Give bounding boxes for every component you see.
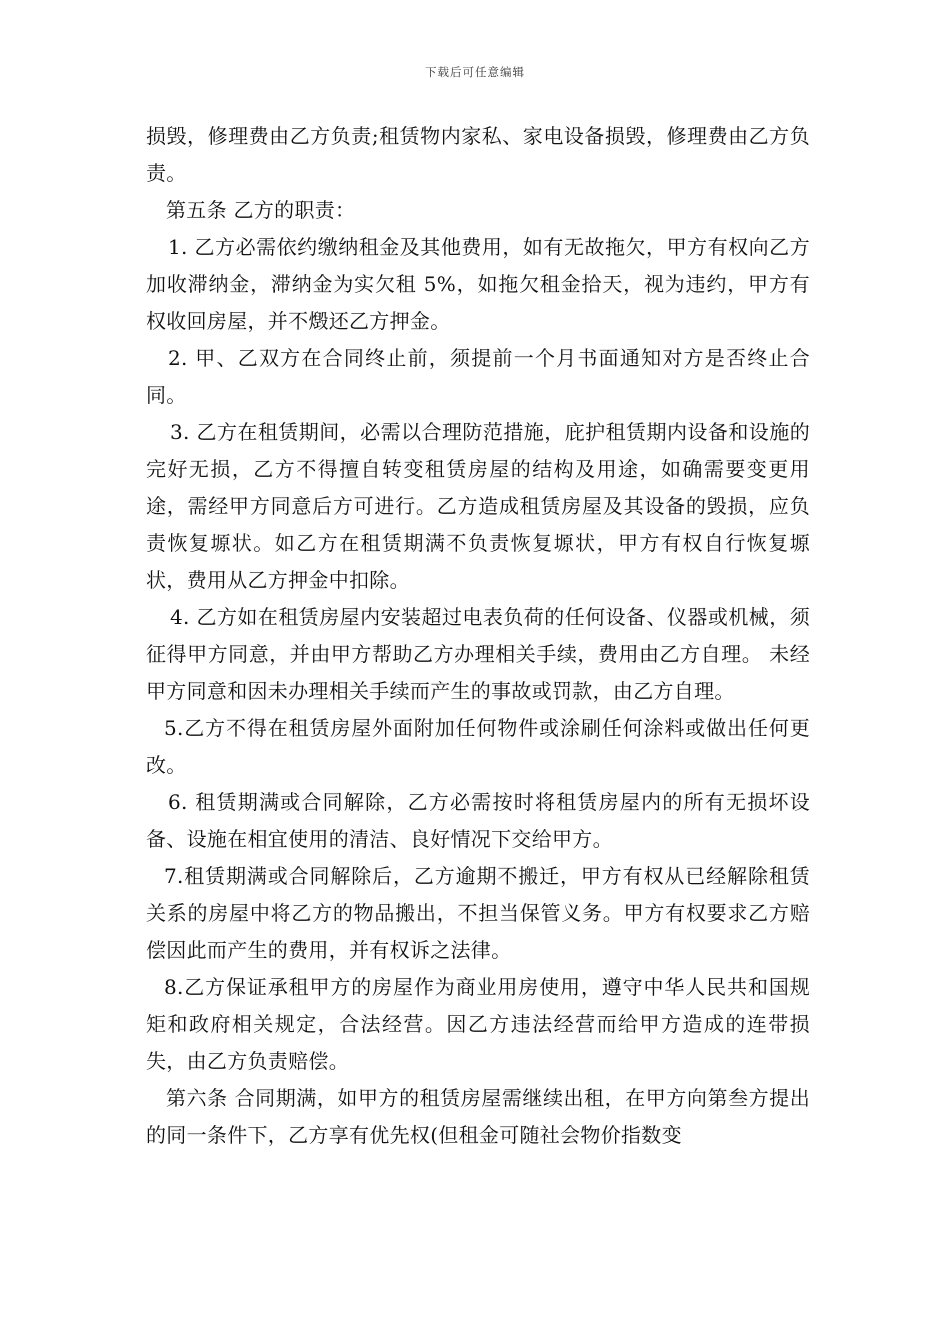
clause-5-item-2: 2. 甲、乙双方在合同终止前，须提前一个月书面通知对方是否终止合同。 xyxy=(146,346,810,407)
clause-5-item-1: 1. 乙方必需依约缴纳租金及其他费用，如有无故拖欠，甲方有权向乙方加收滞纳金，滞纳金为实欠租 5%，如拖欠租金拾天，视为违约，甲方有权收回房屋，并不燬还乙方押金。 xyxy=(146,235,810,333)
clause-5-item-6: 6. 租赁期满或合同解除，乙方必需按时将租赁房屋内的所有无损坏设备、设施在相宜使用的清洁、良好情况下交给甲方。 xyxy=(146,790,810,851)
paragraph-clause-4-end: 损毁，修理费由乙方负责;租赁物内家私、家电设备损毁，修理费由乙方负责。 xyxy=(146,124,810,185)
clause-5-item-3: 3. 乙方在租赁期间，必需以合理防范措施，庇护租赁期内设备和设施的完好无损，乙方不得擅自转变租赁房屋的结构及用途，如确需要变更用途，需经甲方同意后方可进行。乙方造成租赁房屋及其设备的毁损，应负责恢复塬状。如乙方在租赁期满不负责恢复塬状，甲方有权自行恢复塬状，费用从乙方押金中扣除。 xyxy=(146,420,810,592)
clause-5-item-4: 4. 乙方如在租赁房屋内安装超过电表负荷的任何设备、仪器或机械，须征得甲方同意，并由甲方帮助乙方办理相关手续，费用由乙方自理。 未经甲方同意和因未办理相关手续而产生的事故或罚款，由乙方自理。 xyxy=(146,605,810,703)
page-header: 下载后可任意编辑 xyxy=(425,65,525,79)
clause-6-start: 第六条 合同期满，如甲方的租赁房屋需继续出租，在甲方向第叁方提出的同一条件下，乙方享有优先权(但租金可随社会物价指数变 xyxy=(146,1086,810,1147)
document-body xyxy=(146,118,810,1154)
clause-5-item-8: 8.乙方保证承租甲方的房屋作为商业用房使用，遵守中华人民共和国规矩和政府相关规定，合法经营。因乙方违法经营而给甲方造成的连带损失，由乙方负责赔偿。 xyxy=(146,975,810,1073)
clause-5-heading: 第五条 乙方的职责： xyxy=(166,198,356,222)
clause-5-item-7: 7.租赁期满或合同解除后，乙方逾期不搬迁，甲方有权从已经解除租赁关系的房屋中将乙方的物品搬出，不担当保管义务。甲方有权要求乙方赔偿因此而产生的费用，并有权诉之法律。 xyxy=(146,864,810,962)
clause-5-item-5: 5.乙方不得在租赁房屋外面附加任何物件或涂刷任何涂料或做出任何更改。 xyxy=(146,716,810,777)
